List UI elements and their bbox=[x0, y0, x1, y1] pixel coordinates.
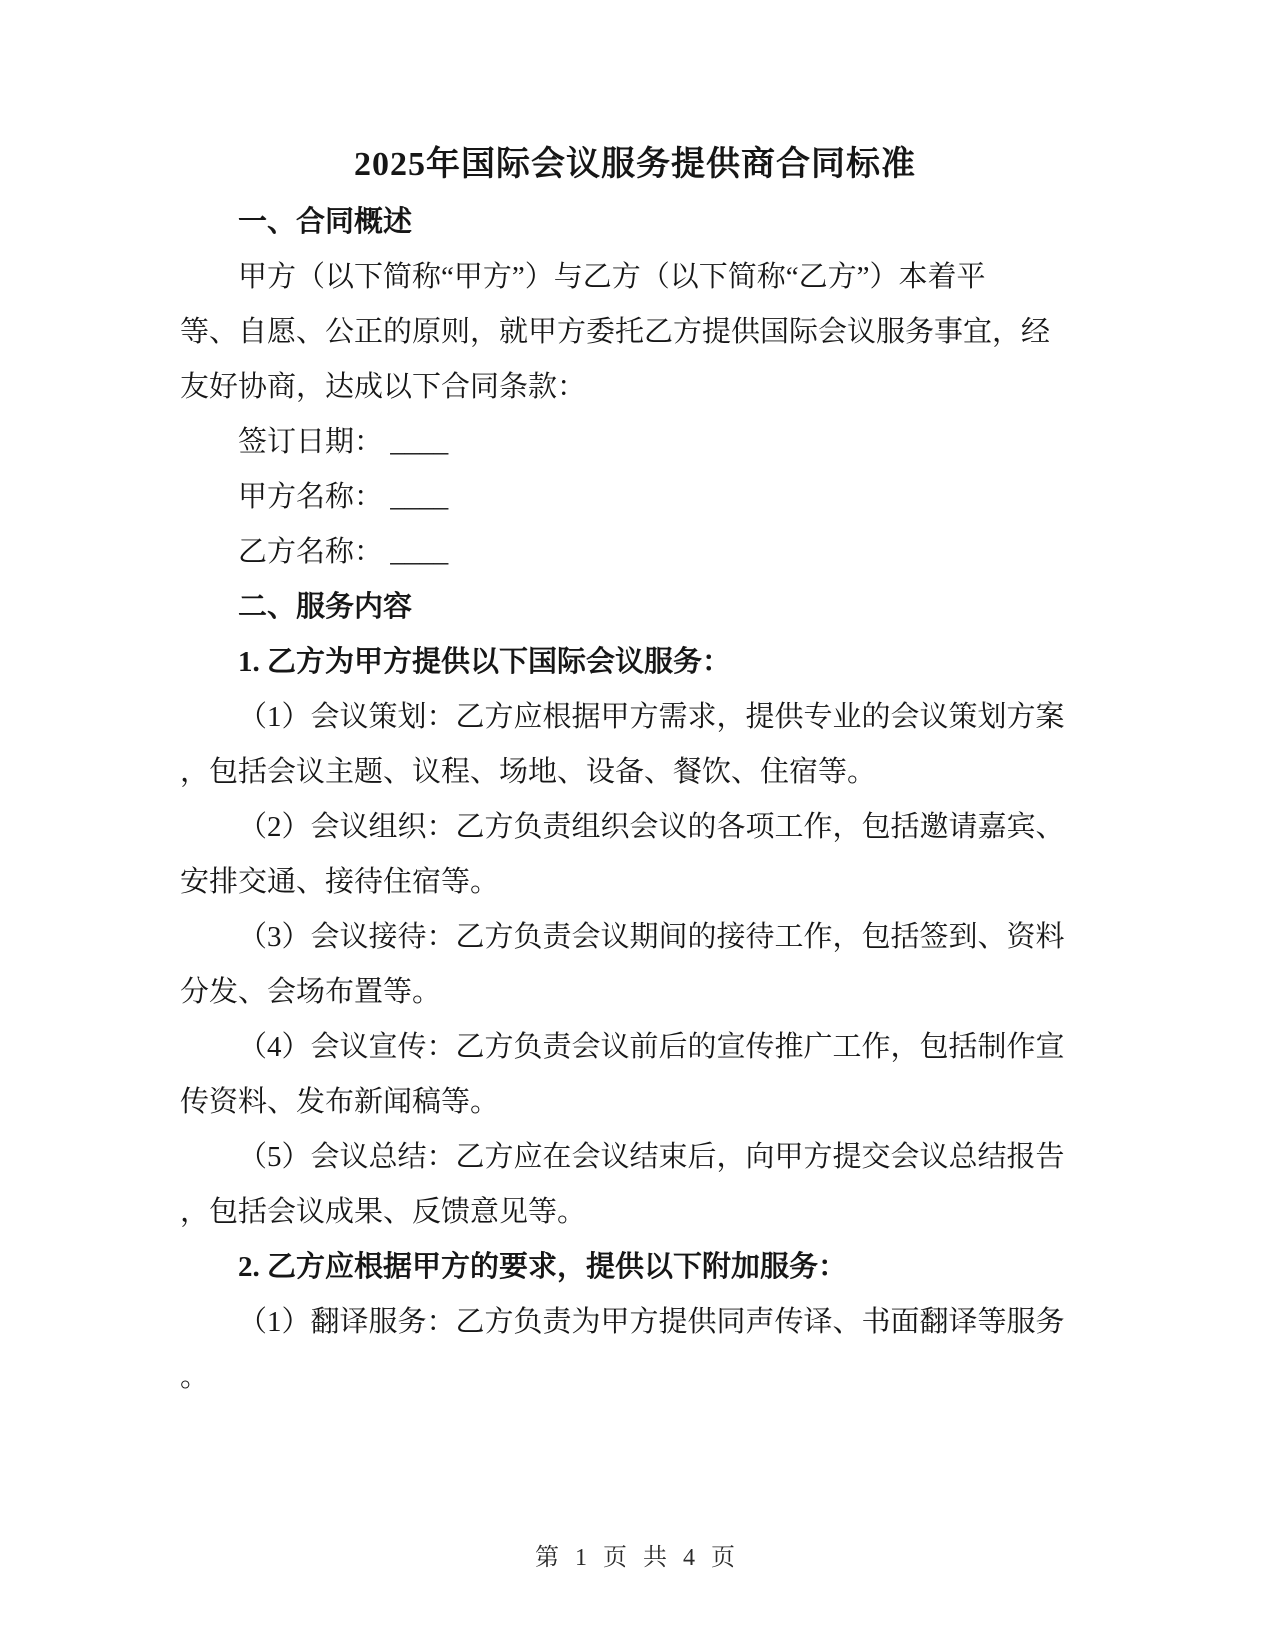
doc-line: 甲方名称： ____ bbox=[238, 481, 449, 513]
doc-line: 一、合同概述 bbox=[238, 206, 413, 238]
doc-line: 等、自愿、公正的原则，就甲方委托乙方提供国际会议服务事宜，经 bbox=[180, 316, 1051, 348]
doc-line: 友好协商，达成以下合同条款： bbox=[180, 371, 587, 403]
doc-line: 2. 乙方应根据甲方的要求，提供以下附加服务： bbox=[238, 1251, 848, 1283]
doc-line: 。 bbox=[180, 1361, 210, 1393]
doc-line: 签订日期： ____ bbox=[238, 426, 449, 458]
document-lines bbox=[180, 195, 1090, 1405]
doc-line: （5）会议总结：乙方应在会议结束后，向甲方提交会议总结报告 bbox=[238, 1141, 1065, 1173]
doc-line: 传资料、发布新闻稿等。 bbox=[180, 1086, 500, 1118]
doc-line: ，包括会议主题、议程、场地、设备、餐饮、住宿等。 bbox=[180, 756, 877, 788]
doc-line: 甲方（以下简称“甲方”）与乙方（以下简称“乙方”）本着平 bbox=[238, 261, 986, 293]
doc-line: 乙方名称： ____ bbox=[238, 536, 449, 568]
doc-line: （1）会议策划：乙方应根据甲方需求，提供专业的会议策划方案 bbox=[238, 701, 1065, 733]
doc-line: （2）会议组织：乙方负责组织会议的各项工作，包括邀请嘉宾、 bbox=[238, 811, 1065, 843]
doc-line: （1）翻译服务：乙方负责为甲方提供同声传译、书面翻译等服务 bbox=[238, 1306, 1065, 1338]
document-content bbox=[180, 135, 1090, 1405]
doc-line: （3）会议接待：乙方负责会议期间的接待工作，包括签到、资料 bbox=[238, 921, 1065, 953]
doc-line: 1. 乙方为甲方提供以下国际会议服务： bbox=[238, 646, 732, 678]
page-number-footer: 第 1 页 共 4 页 bbox=[535, 1545, 740, 1571]
doc-line: 分发、会场布置等。 bbox=[180, 976, 442, 1008]
doc-line: 二、服务内容 bbox=[238, 591, 413, 623]
doc-line: ，包括会议成果、反馈意见等。 bbox=[180, 1196, 587, 1228]
doc-line: （4）会议宣传：乙方负责会议前后的宣传推广工作，包括制作宣 bbox=[238, 1031, 1065, 1063]
page-title: 2025年国际会议服务提供商合同标准 bbox=[354, 146, 916, 183]
doc-line: 安排交通、接待住宿等。 bbox=[180, 866, 500, 898]
